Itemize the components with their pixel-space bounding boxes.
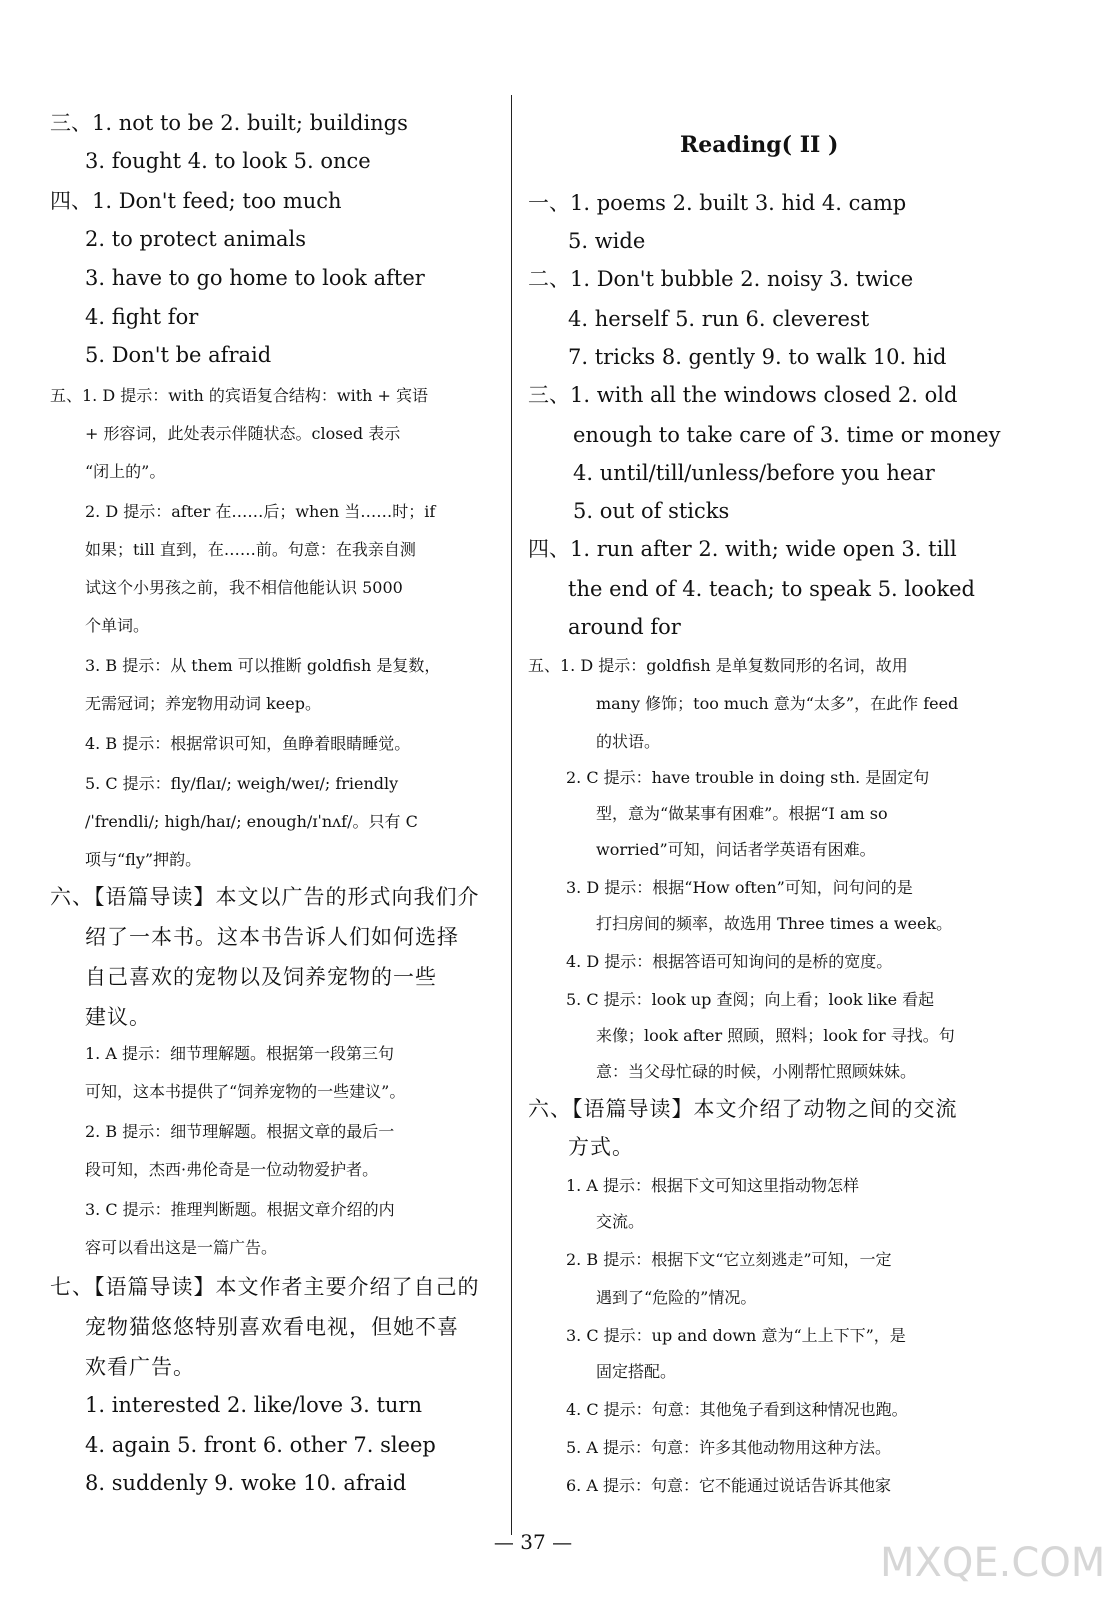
left-text-line: 建议。	[85, 1005, 151, 1029]
left-text-line: 可知，这本书提供了“饲养宠物的一些建议”。	[85, 1082, 406, 1101]
right-text-line: 2. C 提示：have trouble in doing sth. 是固定句	[566, 768, 930, 787]
column-divider	[511, 95, 512, 1535]
right-text-line: 三、1. with all the windows closed 2. old	[528, 383, 958, 407]
right-text-line: 4. D 提示：根据答语可知询问的是桥的宽度。	[566, 952, 893, 971]
left-text-line: 4. fight for	[85, 305, 199, 329]
right-text-line: the end of 4. teach; to speak 5. looked	[568, 577, 975, 601]
right-text-line: 4. herself 5. run 6. cleverest	[568, 307, 870, 331]
left-text-line: 4. B 提示：根据常识可知，鱼睁着眼睛睡觉。	[85, 734, 411, 753]
right-text-line: 型，意为“做某事有困难”。根据“I am so	[596, 804, 888, 823]
left-text-line: 项与“fly”押韵。	[85, 850, 202, 869]
left-text-line: 试这个小男孩之前，我不相信他能认识 5000	[85, 578, 403, 597]
right-text-line: 4. until/till/unless/before you hear	[573, 461, 935, 485]
left-text-line: “闭上的”。	[85, 462, 166, 481]
left-text-line: 1. A 提示：细节理解题。根据第一段第三句	[85, 1044, 394, 1063]
left-text-line: 自己喜欢的宠物以及饲养宠物的一些	[85, 965, 437, 989]
right-text-line: worried”可知，问话者学英语有困难。	[596, 840, 876, 859]
right-text-line: 1. A 提示：根据下文可知这里指动物怎样	[566, 1176, 859, 1195]
right-text-line: 固定搭配。	[596, 1362, 677, 1381]
right-text-line: 二、1. Don't bubble 2. noisy 3. twice	[528, 267, 914, 291]
right-text-line: 四、1. run after 2. with; wide open 3. till	[528, 537, 957, 561]
right-text-line: 6. A 提示：句意：它不能通过说话告诉其他家	[566, 1476, 891, 1495]
right-text-line: many 修饰；too much 意为“太多”，在此作 feed	[596, 694, 959, 713]
left-text-line: 2. B 提示：细节理解题。根据文章的最后一	[85, 1122, 395, 1141]
right-text-line: 5. A 提示：句意：许多其他动物用这种方法。	[566, 1438, 891, 1457]
left-text-line: 2. D 提示：after 在……后；when 当……时；if	[85, 502, 436, 521]
right-text-line: enough to take care of 3. time or money	[573, 423, 1001, 447]
left-text-line: 4. again 5. front 6. other 7. sleep	[85, 1433, 436, 1457]
right-text-line: 4. C 提示：句意：其他兔子看到这种情况也跑。	[566, 1400, 908, 1419]
left-text-line: 5. C 提示：fly/flaɪ/; weigh/weɪ/; friendly	[85, 774, 399, 793]
right-text-line: around for	[568, 615, 681, 639]
right-text-line: 方式。	[568, 1135, 634, 1159]
left-text-line: 五、1. D 提示：with 的宾语复合结构：with + 宾语	[50, 386, 429, 405]
right-text-line: 打扫房间的频率，故选用 Three times a week。	[596, 914, 953, 933]
left-text-line: 宠物猫悠悠特别喜欢看电视，但她不喜	[85, 1315, 459, 1339]
watermark-logo: MXQE.COM	[880, 1540, 1105, 1586]
right-text-line: 2. B 提示：根据下文“它立刻逃走”可知，一定	[566, 1250, 892, 1269]
left-text-line: 个单词。	[85, 616, 150, 635]
left-text-line: 六、【语篇导读】本文以广告的形式向我们介	[50, 885, 480, 909]
right-text-line: 六、【语篇导读】本文介绍了动物之间的交流	[528, 1097, 958, 1121]
left-text-line: 无需冠词；养宠物用动词 keep。	[85, 694, 321, 713]
right-text-line: 五、1. D 提示：goldfish 是单复数同形的名词，故用	[528, 656, 908, 675]
left-text-line: 2. to protect animals	[85, 227, 307, 251]
right-text-line: 3. C 提示：up and down 意为“上上下下”，是	[566, 1326, 906, 1345]
right-text-line: 一、1. poems 2. built 3. hid 4. camp	[528, 191, 907, 215]
right-text-line: 交流。	[596, 1212, 645, 1231]
left-text-line: 5. Don't be afraid	[85, 343, 272, 367]
right-text-line: 5. out of sticks	[573, 499, 730, 523]
right-text-line: 7. tricks 8. gently 9. to walk 10. hid	[568, 345, 947, 369]
left-text-line: 3. have to go home to look after	[85, 266, 425, 290]
left-text-line: /ˈfrendli/; high/haɪ/; enough/ɪˈnʌf/。只有 C	[85, 812, 418, 831]
left-text-line: 三、1. not to be 2. built; buildings	[50, 111, 408, 135]
page-number: — 37 —	[493, 1530, 573, 1554]
left-text-line: 3. fought 4. to look 5. once	[85, 149, 371, 173]
right-text-line: 5. C 提示：look up 查阅；向上看；look like 看起	[566, 990, 935, 1009]
right-text-line: Reading( II )	[680, 132, 839, 158]
left-text-line: + 形容词，此处表示伴随状态。closed 表示	[85, 424, 401, 443]
left-text-line: 绍了一本书。这本书告诉人们如何选择	[85, 925, 459, 949]
left-text-line: 如果；till 直到，在……前。句意：在我亲自测	[85, 540, 416, 559]
left-text-line: 1. interested 2. like/love 3. turn	[85, 1393, 422, 1417]
left-text-line: 容可以看出这是一篇广告。	[85, 1238, 278, 1257]
left-text-line: 3. B 提示：从 them 可以推断 goldfish 是复数，	[85, 656, 441, 675]
left-text-line: 段可知，杰西·弗伦奇是一位动物爱护者。	[85, 1160, 379, 1179]
right-text-line: 的状语。	[596, 732, 661, 751]
left-text-line: 四、1. Don't feed; too much	[50, 189, 342, 213]
left-text-line: 3. C 提示：推理判断题。根据文章介绍的内	[85, 1200, 395, 1219]
right-text-line: 意：当父母忙碌的时候，小刚帮忙照顾妹妹。	[596, 1062, 917, 1081]
right-text-line: 来像；look after 照顾，照料；look for 寻找。句	[596, 1026, 955, 1045]
right-text-line: 遇到了“危险的”情况。	[596, 1288, 757, 1307]
left-text-line: 欢看广告。	[85, 1355, 195, 1379]
right-text-line: 3. D 提示：根据“How often”可知，问句问的是	[566, 878, 913, 897]
left-text-line: 七、【语篇导读】本文作者主要介绍了自己的	[50, 1275, 480, 1299]
left-text-line: 8. suddenly 9. woke 10. afraid	[85, 1471, 407, 1495]
right-text-line: 5. wide	[568, 229, 646, 253]
